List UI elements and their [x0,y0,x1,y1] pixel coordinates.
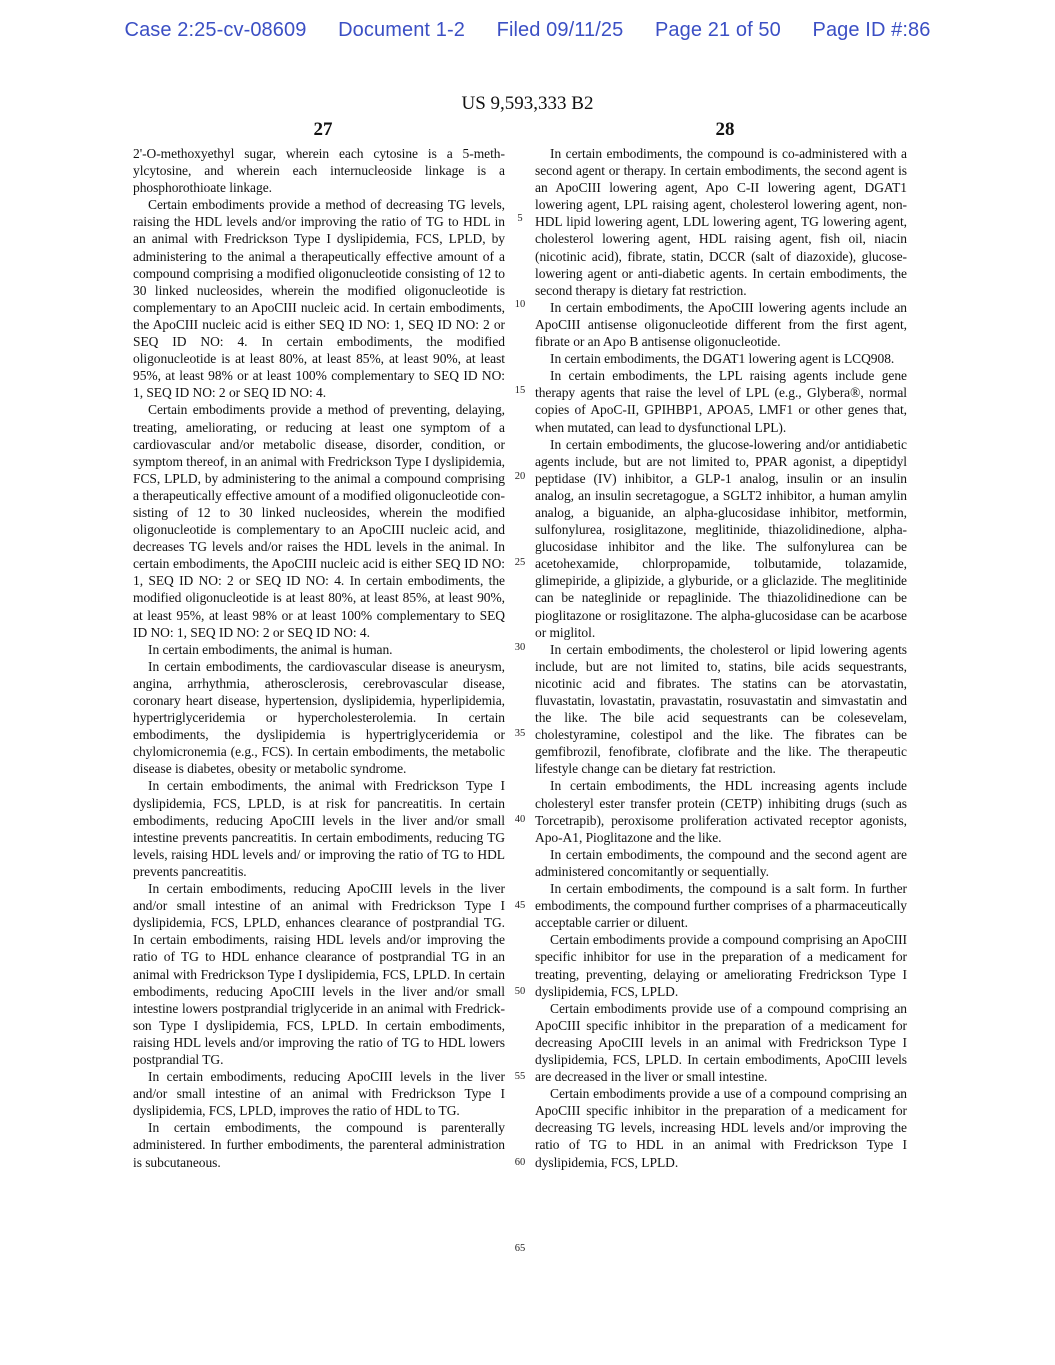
paragraph: In certain embodiments, reducing ApoCIII levels in the liver and/or small intestine of an animal with Fredrickson Type I dyslipidemia, FCS, LPLD, enhances clearance of postprandial TG. In certain embodiments, raising HDL levels and/or improving the ratio of TG to HDL enhance clearance of postprandial TG in an animal with Fredrickson Type I dyslipidemia, FCS, LPLD. In certain embodiments, reducing ApoCIII levels in the liver and/or small intestine lowers postprandial triglyceride in an animal with Fredrickson Type I dyslipidemia, FCS, LPLD. In certain embodiments, raising HDL levels and/or improving the ratio of TG to HDL lowers postprandial TG. [133,881,505,1067]
court-filing-header [0,19,1055,42]
line-number: 65 [514,1243,526,1254]
paragraph: Certain embodiments provide a method of preventing, delaying, treating, ameliorating, or reducing at least one symptom of a cardiovascular and/or metabolic disease, disorder, condition, or symptom thereof, in an animal with Fredrickson Type I dyslipidemia, FCS, LPLD, by administering to the animal a compound comprising a therapeutically effective amount of a modified oligonucleotide consisting of 12 to 30 linked nucleosides, wherein the modified oligonucleotide is complementary to an ApoCIII nucleic acid, and decreases TG levels and/or raises the HDL levels in the animal. In certain embodiments, the ApoCIII nucleic acid is either SEQ ID NO: 1, SEQ ID NO: 2 or SEQ ID NO: 4. In certain embodiments, the modified oligonucleotide is at least 80%, at least 85%, at least 90%, at least 95%, at least 98% or at least 100% complementary to SEQ ID NO: 1, SEQ ID NO: 2 or SEQ ID NO: 4. [133,402,505,640]
paragraph: In certain embodiments, the compound is co-administered with a second agent or therapy. In certain embodiments, the second agent is an ApoCIII lowering agent, Apo C-II lowering agent, DGAT1 lowering agent, LPL raising agent, cholesterol lowering agent, non-HDL lipid lowering agent, LDL lowering agent, TG lowering agent, cholesterol lowering agent, HDL raising agent, fish oil, niacin (nicotinic acid), fibrate, statin, DCCR (salt of diazoxide), glucose-lowering agent or anti-diabetic agents. In certain embodiments, the second therapy is dietary fat restriction. [535,146,907,298]
paragraph: In certain embodiments, reducing ApoCIII levels in the liver and/or small intestine of an animal with Fredrickson Type I dyslipidemia, FCS, LPLD, improves the ratio of HDL to TG. [133,1069,505,1119]
page-id: Page ID #:86 [812,19,931,41]
paragraph: In certain embodiments, the compound is parenterally administered. In further embodiments, the parenteral administration is subcutaneous. [133,1120,505,1170]
left-column-number: 27 [313,119,333,140]
paragraph: Certain embodiments provide use of a compound comprising an ApoCIII specific inhibitor in the preparation of a medicament for decreasing ApoCIII levels in an animal with Fredrickson Type I dyslipidemia, FCS, LPLD. In certain embodiments, ApoCIII levels are decreased in the liver or small intestine. [535,1000,907,1085]
line-number: 45 [514,900,526,911]
line-number: 25 [514,557,526,568]
page-count: Page 21 of 50 [654,19,781,41]
line-number: 50 [514,986,526,997]
paragraph: In certain embodiments, the HDL increasing agents include cholesteryl ester transfer protein (CETP) inhibiting drugs (such as Torcetrapib), peroxisome proliferation activated receptor agonists, Apo-A1, Pioglitazone and the like. [535,778,907,845]
paragraph: In certain embodiments, the glucose-lowering and/or antidiabetic agents include, but are not limited to, PPAR agonist, a dipeptidyl peptidase (IV) inhibitor, a GLP-1 analog, insulin or an insulin analog, an insulin secretagogue, a SGLT2 inhibitor, a human amylin analog, a biguanide, an alpha-glucosidase inhibitor, metformin, sulfonylurea, rosiglitazone, meglitinide, thiazolidinedione, alpha-glucosidase inhibitor and the like. The sulfonylurea can be acetohexamide, chlorpropamide, tolbutamide, tolazamide, glimepiride, a glipizide, a glyburide, or a gliclazide. The meglitinide can be nateglinide or repaglinide. The thiazolidinedione can be pioglitazone or rosiglitazone. The alpha-glucosidase can be acarbose or miglitol. [535,436,907,640]
paragraph: Certain embodiments provide a use of a compound comprising an ApoCIII specific inhibitor in the preparation of a medicament for decreasing TG levels, increasing HDL levels and/or improving the ratio of TG to HDL in an animal with Fredrickson Type I dyslipidemia, FCS, LPLD. [535,1086,907,1170]
line-number: 15 [514,385,526,396]
paragraph: 2'-O-methoxyethyl sugar, wherein each cytosine is a 5-methylcytosine, and wherein each internucleoside linkage is a phosphorothioate linkage. [133,146,505,196]
paragraph: In certain embodiments, the animal with Fredrickson Type I dyslipidemia, FCS, LPLD, is at risk for pancreatitis. In certain embodiments, reducing ApoCIII levels in the liver and/or small intestine prevents pancreatitis. In certain embodiments, reducing TG levels, raising HDL levels and/ or improving the ratio of TG to HDL prevents pancreatitis. [133,778,505,879]
line-number: 20 [514,471,526,482]
patent-number: US 9,593,333 B2 [461,93,594,114]
line-number: 55 [514,1071,526,1082]
paragraph: In certain embodiments, the cholesterol or lipid lowering agents include, but are not limited to, statins, bile acids sequestrants, nicotinic acid and fibrates. The statins can be atorvastatin, fluvastatin, lovastatin, pravastatin, rosuvastatin and simvastatin and the like. The bile acid sequestrants can be colesevelam, cholestyramine, colestipol and the like. The fibrates can be gemfibrozil, fenofibrate, clofibrate and the like. The therapeutic lifestyle change can be dietary fat restriction. [535,641,907,777]
line-number: 40 [514,814,526,825]
case-number: Case 2:25-cv-08609 [124,19,307,41]
left-column-text [133,145,505,1171]
paragraph: In certain embodiments, the ApoCIII lowering agents include an ApoCIII antisense oligonucleotide different from the first agent, fibrate or an Apo B antisense oligonucleotide. [535,299,907,350]
paragraph: In certain embodiments, the cardiovascular disease is aneurysm, angina, arrhythmia, atherosclerosis, cerebrovascular disease, coronary heart disease, hypertension, dyslipidemia, hyperlipidemia, hypertriglyceridemia or hypercholesterolemia. In certain embodiments, the dyslipidemia is hypertriglyceridemia or chylomicronemia (e.g., FCS). In certain embodiments, the metabolic disease is diabetes, obesity or metabolic syndrome. [133,658,505,777]
paragraph: Certain embodiments provide a compound comprising an ApoCIII specific inhibitor for use in the preparation of a medicament for treating, preventing, delaying or ameliorating Fredrickson Type I dyslipidemia, FCS, LPLD. [535,932,907,999]
line-number: 10 [514,299,526,310]
line-number: 30 [514,642,526,653]
right-column-number: 28 [715,119,735,140]
line-number: 35 [514,728,526,739]
line-number: 5 [517,213,523,224]
document-number: Document 1-2 [338,19,465,41]
line-number: 60 [514,1157,526,1168]
paragraph: In certain embodiments, the compound and the second agent are administered concomitantly or sequentially. [535,846,907,879]
paragraph: In certain embodiments, the animal is human. [148,641,393,657]
paragraph: In certain embodiments, the compound is a salt form. In further embodiments, the compound further comprises of a pharmaceutically acceptable carrier or diluent. [535,881,907,931]
filed-date: Filed 09/11/25 [496,19,624,41]
paragraph: In certain embodiments, the DGAT1 lowering agent is LCQ908. [550,351,895,367]
paragraph: In certain embodiments, the LPL raising agents include gene therapy agents that raise the level of LPL (e.g., Glybera®, normal copies of ApoC-II, GPIHBP1, APOA5, LMF1 or other genes that, when mutated, can lead to dysfunctional LPL). [535,368,907,435]
paragraph: Certain embodiments provide a method of decreasing TG levels, raising the HDL levels and/or improving the ratio of TG to HDL in an animal with Fredrickson Type I dyslipidemia, FCS, LPLD, by administering to the animal a therapeutically effective amount of a compound comprising a modified oligonucleotide consisting of 12 to 30 linked nucleosides, wherein the modified oligonucleotide is complementary to an ApoCIII nucleic acid. In certain embodiments, the ApoCIII nucleic acid is either SEQ ID NO: 1, SEQ ID NO: 2 or SEQ ID NO: 4. In certain embodiments, the modified oligonucleotide is at least 80%, at least 85%, at least 90%, at least 95%, at least 98% or at least 100% complementary to SEQ ID NO: 1, SEQ ID NO: 2 or SEQ ID NO: 4. [133,197,505,401]
right-column-text [535,145,907,1171]
